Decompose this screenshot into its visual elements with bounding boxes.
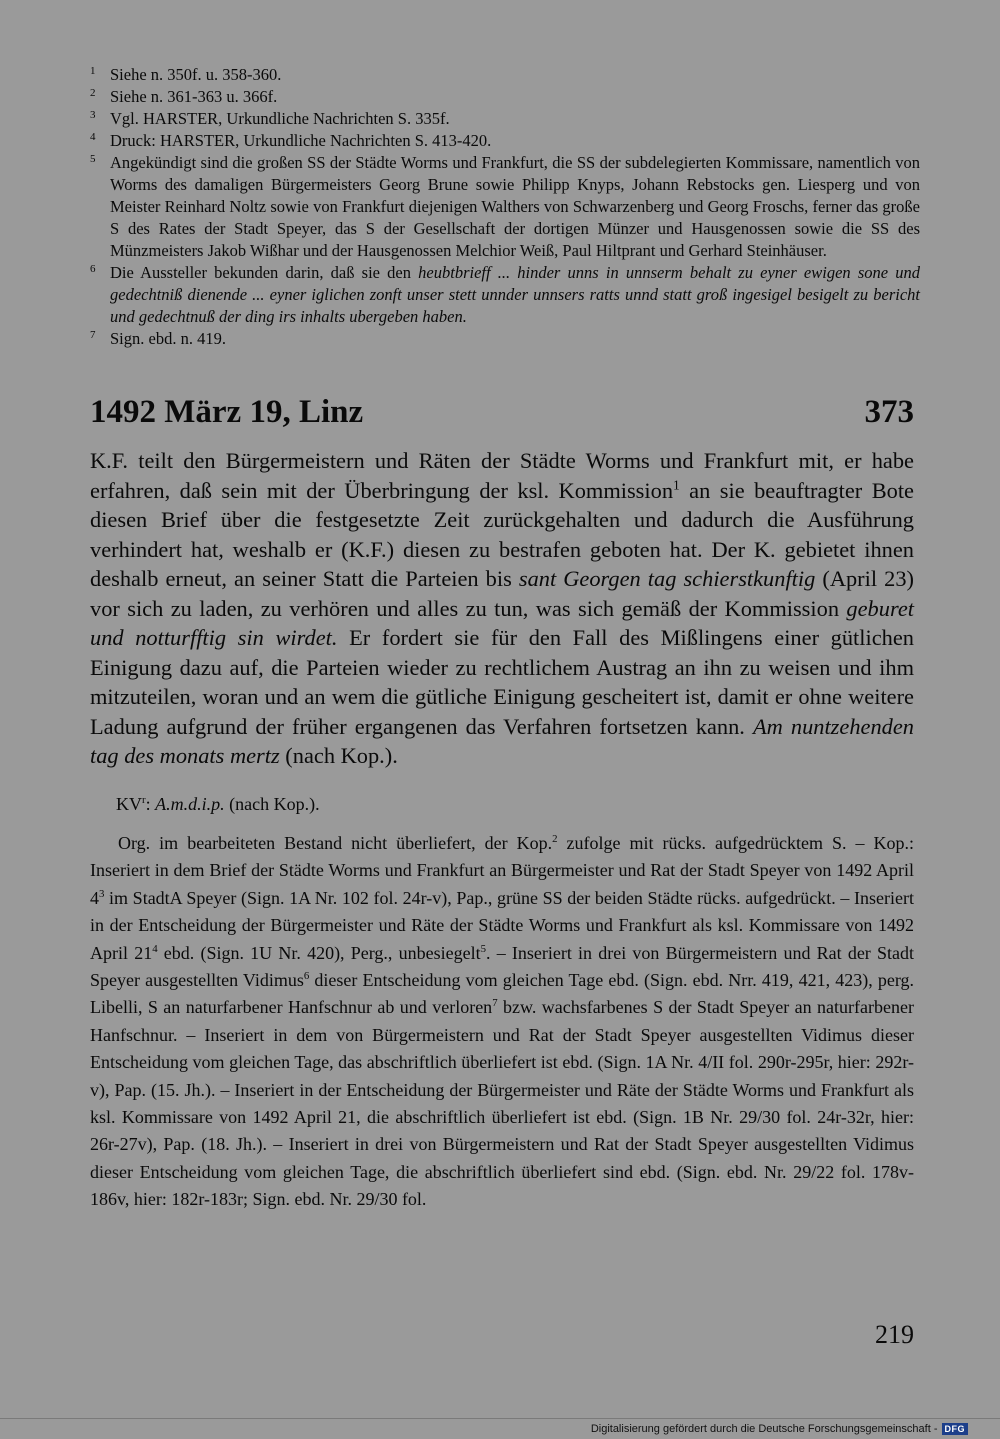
- transmission-part: bzw. wachsfarbenes S der Stadt Speyer an naturfarbener Hanfschnur. – Inseriert in dem von Bürgermeistern und Rat der Stadt Speyer ausgestellten Vidimus dieser Entscheidung vom gleichen Tage, das abschriftlich überliefert ist ebd. (Sign. 1A Nr. 4/II fol. 290r-295r, hier: 292r-v), Pap. (15. Jh.). – Inseriert in der Entscheidung der Bürgermeister und Räte der Städte Worms und Frankfurt als ksl. Kommissare von 1492 April 21, die abschriftlich überliefert ist ebd. (Sign. 1B Nr. 29/30 fol. 24r-32r, hier: 26r-27v), Pap. (18. Jh.). – Inseriert in drei von Bürgermeistern und Rat der Stadt Speyer ausgestellten Vidimus dieser Entscheidung vom gleichen Tage, die abschriftlich überliefert sind ebd. (Sign. ebd. Nr. 29/22 fol. 178v-186v, hier: 182r-183r; Sign. ebd. Nr. 29/30 fol.: [90, 997, 914, 1210]
- footnote-ref: 5: [480, 942, 486, 955]
- footnote-number: 6: [90, 263, 96, 275]
- footnote-ref: 7: [492, 997, 498, 1010]
- footnote-ref: 4: [152, 942, 158, 955]
- kv-italic: A.m.d.i.p.: [155, 794, 225, 814]
- footnote: [90, 262, 920, 328]
- kv-rest: (nach Kop.).: [224, 794, 320, 814]
- transmission-part: Org. im bearbeiteten Bestand nicht überliefert, der Kop.: [118, 833, 553, 853]
- footnote-number: 4: [90, 131, 96, 143]
- transmission-part: dieser Entscheidung vom gleichen Tage ebd. (Sign. ebd. Nrr. 419, 421, 423), perg. Libelli, S an naturfarbener Hanfschnur ab und verloren: [90, 970, 915, 1018]
- transmission-part: ebd. (Sign. 1U Nr. 420), Perg., unbesiegelt: [157, 942, 481, 963]
- transmission-note: [90, 830, 914, 1214]
- dfg-logo: DFG: [942, 1423, 969, 1435]
- kanzleivermerk: [116, 792, 320, 816]
- footnote: [90, 328, 920, 350]
- footnote-text: Druck: HARSTER, Urkundliche Nachrichten S. 413-420.: [110, 131, 492, 150]
- funding-note: Digitalisierung gefördert durch die Deutsche Forschungsgemeinschaft -: [590, 1423, 938, 1435]
- regest-part: an sie beauftragter Bote diesen Brief über die festgesetzte Zeit zurückgehalten und dadurch die Ausführung verhindert hat, weshalb er (K.F.) diesen zu bestrafen geboten hat. Der K. gebietet ihnen deshalb erneut, an seiner Statt die Parteien bis: [90, 477, 914, 591]
- regest-quote: sant Georgen tag schierstkunftig: [518, 566, 816, 591]
- kv-colon: :: [145, 794, 156, 814]
- transmission-part: zufolge mit rücks. aufgedrücktem S. – Kop.: Inseriert in dem Brief der Städte Worms und Frankfurt an Bürgermeister und Rat der Stadt Speyer von 1492 April 4: [90, 833, 914, 908]
- regest-part: (nach Kop.).: [279, 743, 398, 768]
- document-date-place: 1492 März 19, Linz: [90, 394, 364, 430]
- footnote-number: 5: [90, 153, 96, 165]
- footnote-quote: heubtbrieff ... hinder unns in unnserm behalt zu eyner ewigen sone und gedechtniß dienende ... eyner iglichen zonft unser stett unnder unnsers ratts unnd statt groß ingesigel besigelt zu bericht und gedechtnuß der ding irs inhalts ubergeben haben.: [110, 263, 920, 326]
- transmission-part: im StadtA Speyer (Sign. 1A Nr. 102 fol. 24r-v), Pap., grüne SS der beiden Städte rücks. aufgedrückt. – Inseriert in der Entscheidung der Bürgermeister und Räte der Städte Worms und Frankfurt als ksl. Kommissare von 1492 April 21: [90, 887, 914, 963]
- footnote-number: 7: [90, 329, 96, 341]
- footnote-ref: 3: [99, 887, 105, 900]
- footnote: [90, 108, 920, 130]
- footnote: [90, 64, 920, 86]
- footnote-text: Sign. ebd. n. 419.: [110, 329, 226, 348]
- page-number: 219: [875, 1320, 914, 1349]
- document-number: 373: [864, 394, 914, 430]
- regest-part: (April 23) vor sich zu laden, zu verhören und alles zu tun, was sich gemäß der Kommission: [90, 566, 914, 621]
- kv-sup: r: [142, 794, 146, 806]
- funding-footer: [591, 1423, 968, 1435]
- footnote-ref: 1: [673, 477, 680, 493]
- footnote-text-plain: Die Aussteller bekunden darin, daß sie den: [110, 263, 419, 282]
- footer-divider: [0, 1418, 1000, 1419]
- footnotes: [90, 64, 920, 350]
- transmission-part: . – Inseriert in drei von Bürgermeistern und Rat der Stadt Speyer ausgestellten Vidimus: [90, 942, 915, 991]
- footnote-text: Siehe n. 350f. u. 358-360.: [110, 65, 282, 84]
- footnote-text: [110, 262, 920, 328]
- regest-part: Er fordert sie für den Fall des Mißlingens einer gütlichen Einigung dazu auf, die Parteien wieder zu rechtlichem Austrag an ihn zu weisen und ihm mitzuteilen, woran und an wem die gütliche Einigung gescheitert ist, damit er ohne weitere Ladung aufgrund der früher ergangenen das Verfahren fortsetzen kann.: [90, 625, 914, 739]
- regest-quote: Am nuntzehenden tag des monats mertz: [90, 713, 914, 768]
- footnote-number: 1: [90, 65, 96, 77]
- footnote: [90, 152, 920, 262]
- footnote-ref: 6: [303, 970, 310, 983]
- regest-text: [90, 446, 914, 771]
- footnote-ref: 2: [552, 833, 558, 845]
- footnote-number: 3: [90, 109, 96, 121]
- footnote-text: Angekündigt sind die großen SS der Städte Worms und Frankfurt, die SS der subdelegierten Kommissare, namentlich von Worms des damaligen Bürgermeisters Georg Brune sowie Philipp Knyps, Johann Rebstocks gen. Liesperg und von Meister Reinhard Noltz sowie von Frankfurt diejenigen Walthers von Schwarzenberg und Georg Froschs, ferner das große S des Rates der Stadt Speyer, das S der Gesellschaft der dortigen Münzer und Hausgenossen sowie die SS des Münzmeisters Jakob Wißhar und der Hausgenossen Melchior Weiß, Paul Hiltprant und Gerhard Steinhäuser.: [110, 153, 920, 260]
- footnote-text: Siehe n. 361-363 u. 366f.: [110, 87, 278, 106]
- footnote: [90, 130, 920, 152]
- document-heading: [90, 394, 914, 431]
- kv-label: KV: [116, 794, 142, 814]
- regest-part: K.F. teilt den Bürgermeistern und Räten der Städte Worms und Frankfurt mit, er habe erfahren, daß sein mit der Überbringung der ksl. Kommission: [90, 448, 914, 503]
- footnote-number: 2: [90, 87, 96, 99]
- footnote: [90, 86, 920, 108]
- regest-quote: geburet und notturfftig sin wirdet.: [90, 595, 914, 650]
- footnote-text: Vgl. HARSTER, Urkundliche Nachrichten S. 335f.: [110, 109, 450, 128]
